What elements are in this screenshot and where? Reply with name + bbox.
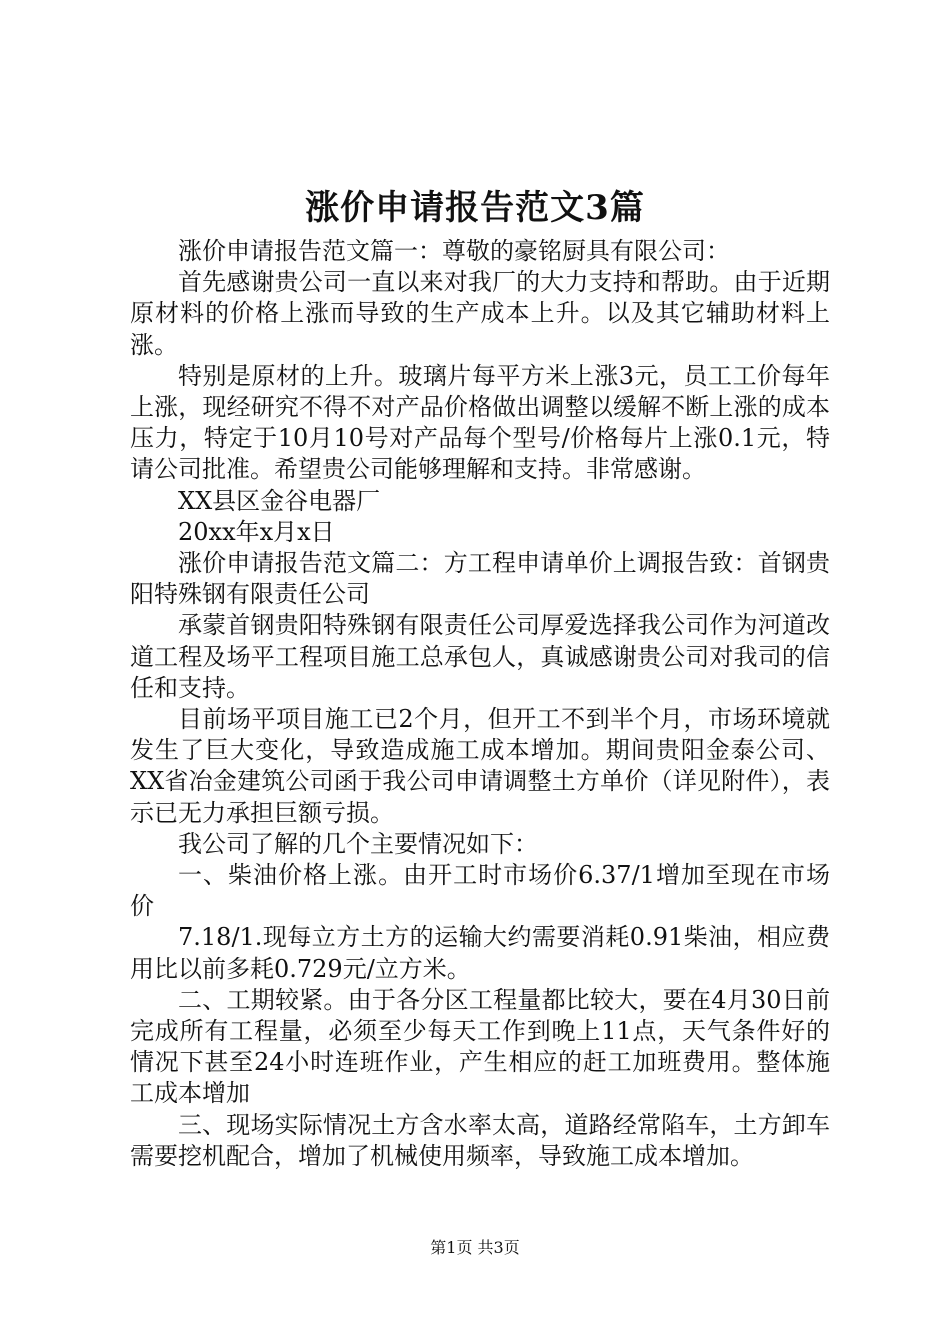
paragraph: 首先感谢贵公司一直以来对我厂的大力支持和帮助。由于近期原材料的价格上涨而导致的生产成本上升。以及其它辅助材料上涨。 <box>130 268 830 359</box>
paragraph: 一、柴油价格上涨。由开工时市场价6.37/1增加至现在市场价 <box>130 861 830 921</box>
signature-company: XX县区金谷电器厂 <box>178 486 381 515</box>
paragraph: 7.18/1.现每立方土方的运输大约需要消耗0.91柴油，相应费用比以前多耗0.729元/立方米。 <box>130 923 830 983</box>
paragraph: 我公司了解的几个主要情况如下： <box>178 829 538 858</box>
paragraph: 涨价申请报告范文篇二：方工程申请单价上调报告致：首钢贵阳特殊钢有限责任公司 <box>130 549 830 609</box>
document-body <box>130 236 830 1172</box>
paragraph: 二、工期较紧。由于各分区工程量都比较大，要在4月30日前完成所有工程量，必须至少每天工作到晚上11点，天气条件好的情况下甚至24小时连班作业，产生相应的赶工加班费用。整体施工成本增加 <box>130 985 830 1108</box>
paragraph: 涨价申请报告范文篇一：尊敬的豪铭厨具有限公司： <box>178 237 730 265</box>
document-title: 涨价申请报告范文3篇 <box>305 188 645 228</box>
page-number-footer: 第1页 共3页 <box>430 1238 520 1257</box>
paragraph: 特别是原材的上升。玻璃片每平方米上涨3元，员工工价每年上涨，现经研究不得不对产品价格做出调整以缓解不断上涨的成本压力，特定于10月10号对产品每个型号/价格每片上涨0.1元，特请公司批准。希望贵公司能够理解和支持。非常感谢。 <box>130 361 830 484</box>
signature-date: 20xx年x月x日 <box>178 517 335 546</box>
paragraph: 三、现场实际情况土方含水率太高，道路经常陷车，土方卸车需要挖机配合，增加了机械使用频率，导致施工成本增加。 <box>130 1110 830 1170</box>
paragraph: 承蒙首钢贵阳特殊钢有限责任公司厚爱选择我公司作为河道改道工程及场平工程项目施工总承包人，真诚感谢贵公司对我司的信任和支持。 <box>130 611 830 702</box>
paragraph: 目前场平项目施工已2个月，但开工不到半个月，市场环境就发生了巨大变化，导致造成施工成本增加。期间贵阳金泰公司、XX省冶金建筑公司函于我公司申请调整土方单价（详见附件），表示已无力承担巨额亏损。 <box>130 705 830 827</box>
